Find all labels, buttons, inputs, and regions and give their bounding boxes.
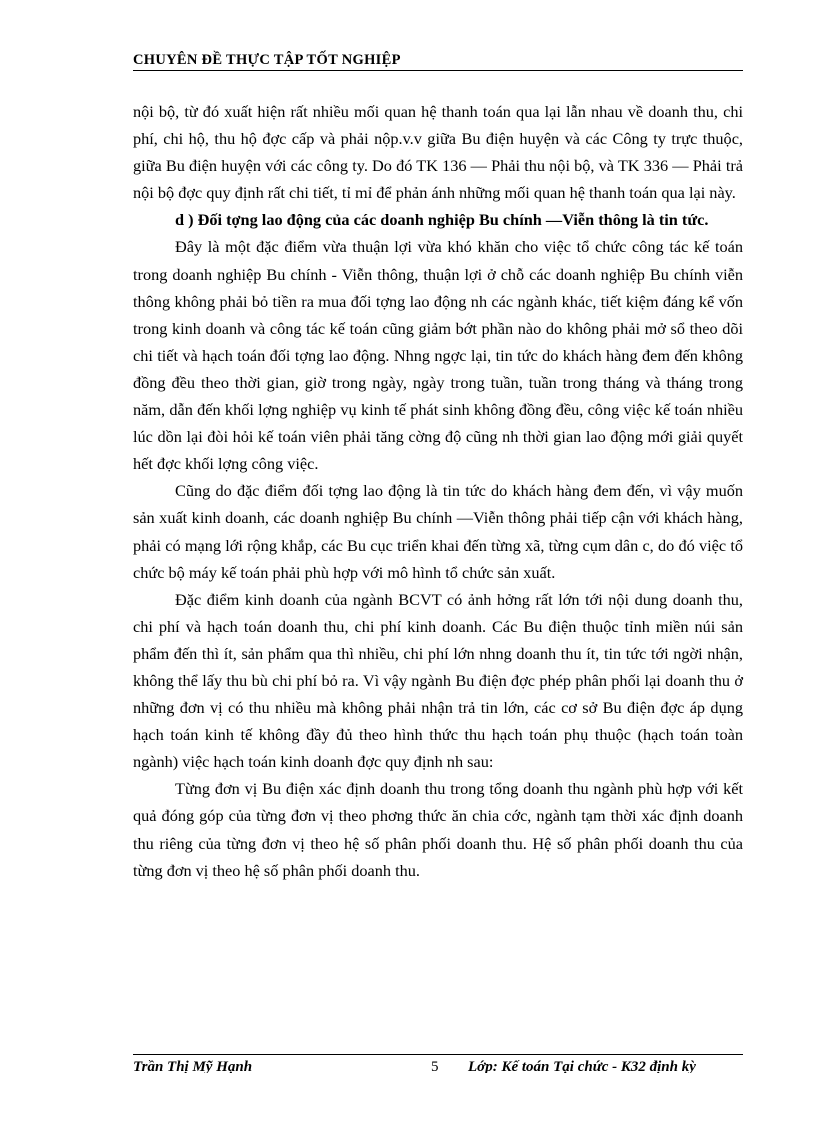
paragraph-continuation: nội bộ, từ đó xuất hiện rất nhiều mối quan hệ thanh toán qua lại lẫn nhau về doanh thu, chi phí, chi hộ, thu hộ đợc cấp và phải nộp.v.v giữa Bu điện huyện và các Công ty trực thuộc, giữa Bu điện huyện với các công ty. Do đó TK 136 — Phải thu nội bộ, và TK 336 — Phải trả nội bộ đợc quy định rất chi tiết, tỉ mỉ để phản ánh những mối quan hệ thanh toán qua lại này. (133, 102, 743, 203)
document-body (133, 98, 743, 884)
page-number: 5 (431, 1059, 439, 1073)
paragraph: Cũng do đặc điểm đối tợng lao động là tin tức do khách hàng đem đến, vì vậy muốn sản xuất kinh doanh, các doanh nghiệp Bu chính —Viễn thông phải tiếp cận với khách hàng, phải có mạng lới rộng khắp, các Bu cục triển khai đến từng xã, từng cụm dân c, do đó việc tổ chức bộ máy kế toán phải phù hợp với mô hình tổ chức sản xuất. (133, 481, 743, 582)
footer-divider (133, 1054, 743, 1055)
footer-class-info: Lớp: Kế toán Tại chức - K32 định kỳ (468, 1059, 696, 1073)
paragraph: Đặc điểm kinh doanh của ngành BCVT có ảnh hởng rất lớn tới nội dung doanh thu, chi phí và hạch toán doanh thu, chi phí kinh doanh. Các Bu điện thuộc tỉnh miền núi sản phẩm đến thì ít, sản phẩm qua thì nhiều, chi phí lớn nhng doanh thu ít, tin tức tới ngời nhận, không thể lấy thu bù chi phí bỏ ra. Vì vậy ngành Bu điện đợc phép phân phối lại doanh thu ở những đơn vị có thu nhiều mà không phải nhận trả tin lớn, các cơ sở Bu điện đợc áp dụng hạch toán kinh tế không đầy đủ theo hình thức thu hạch toán phụ thuộc (hạch toán toàn ngành) việc hạch toán kinh doanh đợc quy định nh sau: (133, 589, 743, 772)
paragraph: Đây là một đặc điểm vừa thuận lợi vừa khó khăn cho việc tổ chức công tác kế toán trong doanh nghiệp Bu chính - Viễn thông, thuận lợi ở chỗ các doanh nghiệp Bu chính viễn thông không phải bỏ tiền ra mua đối tợng lao động nh các ngành khác, tiết kiệm đáng kể vốn trong kinh doanh và công tác kế toán cũng giảm bớt phần nào do không phải mở sổ theo dõi chi tiết và hạch toán đối tợng lao động. Nhng ngợc lại, tin tức do khách hàng đem đến không đồng đều theo thời gian, giờ trong ngày, ngày trong tuần, tuần trong tháng và tháng trong năm, dẫn đến khối lợng nghiệp vụ kinh tế phát sinh không đồng đều, công việc kế toán nhiều lúc dồn lại đòi hỏi kế toán viên phải tăng cờng độ cũng nh thời gian lao động mới giải quyết hết đợc khối lợng công việc. (133, 237, 743, 474)
footer-author: Trần Thị Mỹ Hạnh (133, 1059, 253, 1073)
page-footer (133, 1057, 743, 1073)
section-heading: d ) Đối tợng lao động của các doanh nghiệp Bu chính —Viễn thông là tin tức. (175, 210, 709, 230)
page-header (133, 50, 743, 71)
header-title: CHUYÊN ĐỀ THỰC TẬP TỐT NGHIỆP (133, 52, 401, 68)
paragraph: Từng đơn vị Bu điện xác định doanh thu trong tổng doanh thu ngành phù hợp với kết quả đóng góp của từng đơn vị theo phơng thức ăn chia cớc, ngành tạm thời xác định doanh thu riêng của từng đơn vị theo hệ số phân phối doanh thu. Hệ số phân phối doanh thu của từng đơn vị theo hệ số phân phối doanh thu. (133, 779, 743, 880)
